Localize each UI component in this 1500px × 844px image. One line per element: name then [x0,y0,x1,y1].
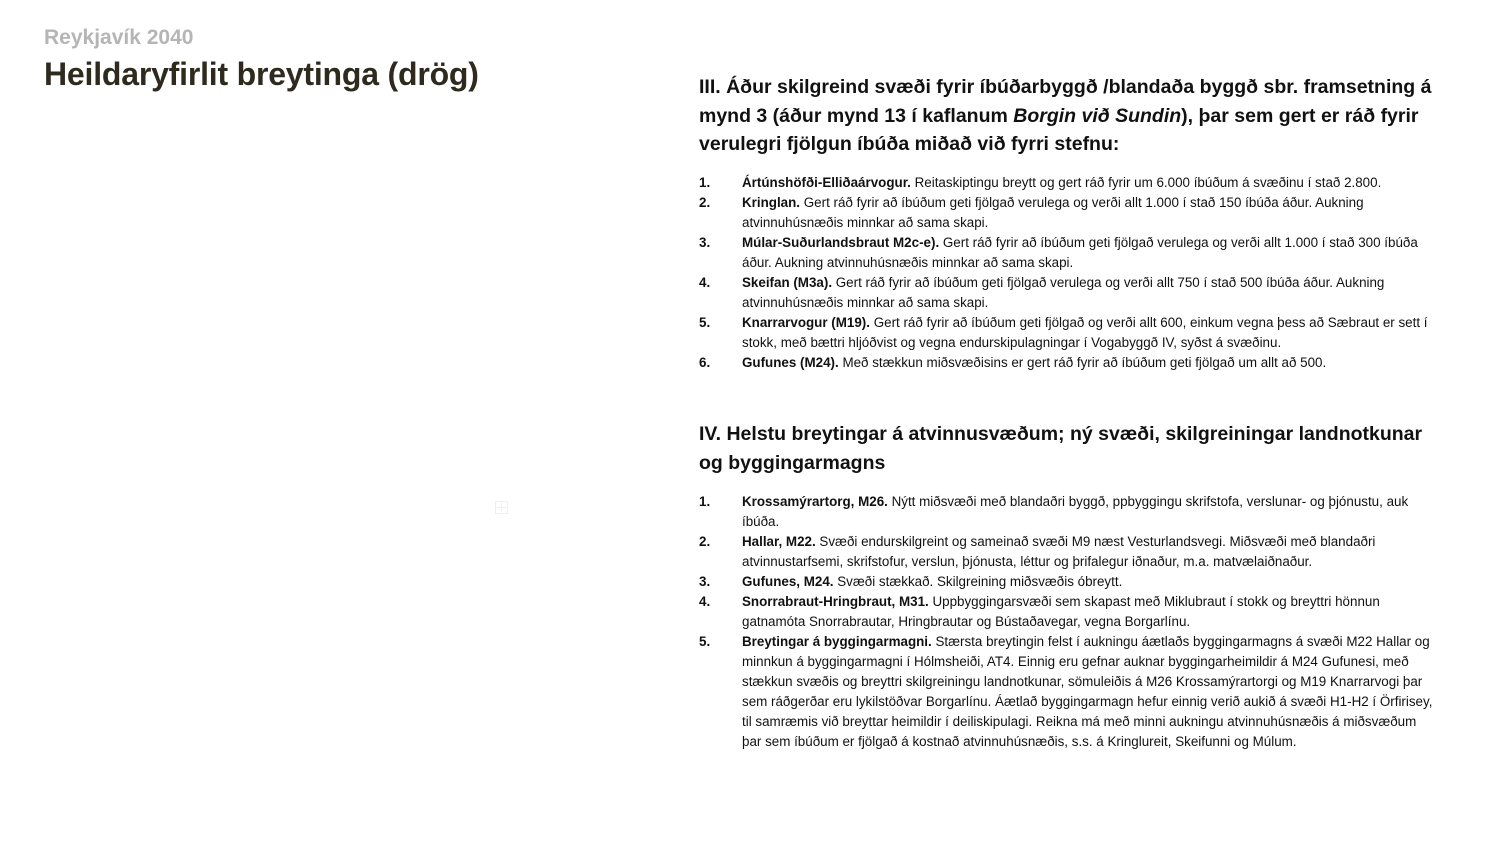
list-item-number: 6. [699,354,711,370]
list-item-title: Knarrarvogur (M19). [742,314,870,330]
list-item-title: Ártúnshöfði-Elliðaárvogur. [742,174,911,190]
list-item-number: 3. [699,574,711,589]
section-4-heading: IV. Helstu breytingar á atvinnusvæðum; ný svæði, skilgreiningar landnotkunar og byggingarmagns [699,423,1423,474]
list-item-number: 2. [699,194,711,210]
list-item-title: Krossamýrartorg, M26. [742,494,888,509]
list-item-title: Snorrabraut-Hringbraut, M31. [742,594,929,609]
list-item [699,632,1439,752]
section-4-list [699,492,1439,752]
list-item-text: Gert ráð fyrir að íbúðum geti fjölgað verulega og verði allt 750 í stað 500 íbúða áður. Aukning atvinnuhúsnæðis minnkar að sama skapi. [742,274,1385,310]
list-item-title: Gufunes, M24. [742,574,834,589]
image-placeholder-icon [495,501,508,514]
section-3-heading-pre: III. Áður skilgreind svæði fyrir íbúðarbyggð /blandaða byggð sbr. framsetning á mynd 3 (áður mynd 13 í kaflanum [699,76,1432,127]
list-item-number: 4. [699,594,711,609]
section-3-heading [699,73,1439,159]
section-3-list [699,173,1439,373]
list-item-text: Svæði endurskilgreint og sameinað svæði M9 næst Vesturlandsvegi. Miðsvæði með blandaðri atvinnustarfsemi, skrifstofur, verslun, þjónusta, léttur og þrifalegur iðnaður, m.a. matvælaiðnaður. [742,534,1376,569]
list-item-number: 4. [699,274,711,290]
list-item [699,273,1439,313]
list-item-number: 5. [699,634,711,649]
list-item-text: Nýtt miðsvæði með blandaðri byggð, ppbyggingu skrifstofa, verslunar- og þjónustu, auk íbúða. [742,494,1409,529]
list-item-text: Svæði stækkað. Skilgreining miðsvæðis óbreytt. [833,574,1123,589]
list-item [699,532,1439,572]
list-item [699,233,1439,273]
list-item-text: Gert ráð fyrir að íbúðum geti fjölgað verulega og verði allt 1.000 í stað 300 íbúða áður. Aukning atvinnuhúsnæðis minnkar að sama skapi. [742,234,1418,270]
list-item-number: 2. [699,534,711,549]
list-item [699,572,1439,592]
list-item [699,173,1439,193]
section-employment-changes [699,420,1439,752]
list-item-title: Gufunes (M24). [742,354,839,370]
list-item [699,313,1439,353]
list-item-text: Með stækkun miðsvæðisins er gert ráð fyrir að íbúðum geti fjölgað um allt að 500. [838,354,1327,370]
list-item-title: Breytingar á byggingarmagni. [742,634,932,649]
page-title: Heildaryfirlit breytinga (drög) [44,56,479,92]
list-item-title: Skeifan (M3a). [742,274,833,290]
list-item-text: Reitaskiptingu breytt og gert ráð fyrir um 6.000 íbúðum á svæðinu í stað 2.800. [910,174,1382,190]
list-item [699,592,1439,632]
document-kicker: Reykjavík 2040 [44,26,194,49]
section-3-heading-post: ), þar sem gert er ráð fyrir verulegri fjölgun íbúða miðað við fyrri stefnu: [699,104,1419,155]
list-item [699,353,1439,373]
list-item-number: 1. [699,174,711,190]
list-item-number: 3. [699,234,711,250]
list-item-number: 1. [699,494,711,509]
list-item-title: Múlar-Suðurlandsbraut M2c-e). [742,234,940,250]
section-3-heading-italic: Borgin við Sundin [1013,104,1182,127]
list-item [699,492,1439,532]
list-item [699,193,1439,233]
list-item-number: 5. [699,314,711,330]
list-item-text: Gert ráð fyrir að íbúðum geti fjölgað verulega og verði allt 1.000 í stað 150 íbúða áður. Aukning atvinnuhúsnæðis minnkar að sama skapi. [742,194,1364,230]
list-item-text: Gert ráð fyrir að íbúðum geti fjölgað og verði allt 600, einkum vegna þess að Sæbraut er sett í stokk, með bættri hljóðvist og vegna endurskipulagningar í Vogabyggð IV, syðst á svæðinu. [742,314,1428,350]
list-item-text: Uppbyggingarsvæði sem skapast með Miklubraut í stokk og breyttri hönnun gatnamóta Snorrabrautar, Hringbrautar og Bústaðavegar, vegna Borgarlínu. [742,594,1380,629]
section-residential-changes [699,73,1439,373]
list-item-text: Stærsta breytingin felst í aukningu áætlaðs byggingarmagns á svæði M22 Hallar og minnkun á byggingarmagni í Hólmsheiði, AT4. Einnig eru gefnar auknar byggingarheimildir á M24 Gufunesi, með stækkun svæðis og breyttri skilgreiningu landnotkunar, sömuleiðis á M26 Krossamýrartorgi og M19 Knarrarvogi þar sem ráðgerðar eru lykilstöðvar Borgarlínu. Áætlað byggingarmagn hefur einnig verið aukið á svæði H1-H2 í Örfirisey, til samræmis við breyttar heimildir í deiliskipulagi. Reikna má með minni aukningu atvinnuhúsnæðis á miðsvæðum þar sem íbúðum er fjölgað á kostnað atvinnuhúsnæðis, s.s. á Kringlureit, Skeifunni og Múlum. [742,634,1433,749]
list-item-title: Hallar, M22. [742,534,816,549]
list-item-title: Kringlan. [742,194,801,210]
